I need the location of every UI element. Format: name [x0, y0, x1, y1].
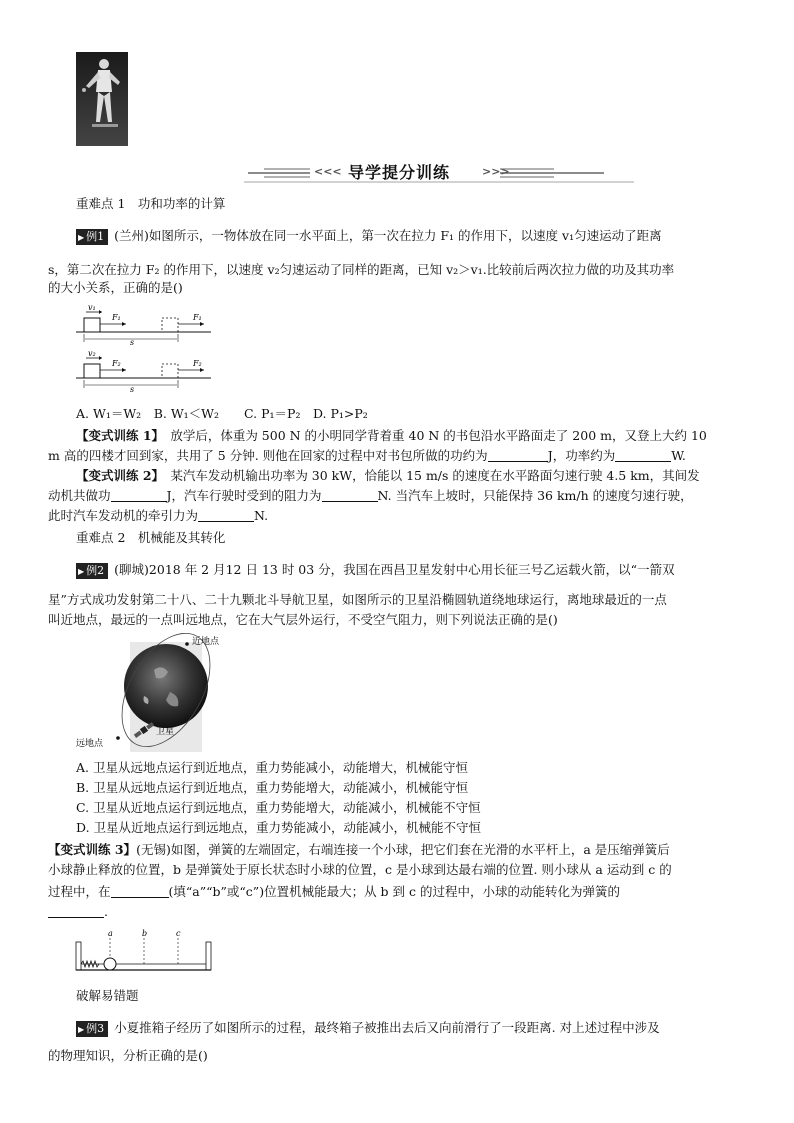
example-2-option-d: D. 卫星从近地点运行到远地点，重力势能减小，动能减小，机械能不守恒: [76, 820, 482, 835]
variant-2-line-2: 动机共做功 J，汽车行驶时受到的阻力为 N. 当汽车上坡时，只能保持 36 km/h 的速度匀速行驶，: [48, 488, 693, 503]
section-title-2: 重难点 2 机械能及其转化: [76, 530, 226, 545]
example-2-option-a: A. 卫星从远地点运行到近地点，重力势能减小，动能增大，机械能守恒: [76, 760, 468, 775]
example-2-option-c: C. 卫星从近地点运行到远地点，重力势能增大，动能减小，机械能不守恒: [76, 800, 481, 815]
example-2-line-3: 叫近地点，最远的一点叫远地点，它在大气层外运行，不受空气阻力，则下列说法正确的是(): [48, 612, 558, 627]
heading-chevrons-right: >>>: [482, 165, 510, 178]
example-2-figure: [74, 630, 220, 752]
answer-blank[interactable]: [111, 489, 167, 502]
example-1-options: A. W₁＝W₂ B. W₁＜W₂ C. P₁＝P₂ D. P₁>P₂: [76, 406, 368, 421]
example-3-tag: ▶ 例3: [76, 1021, 108, 1037]
fig3-b-label: b: [142, 929, 148, 938]
variant-1-line-1: 【变式训练 1】 放学后，体重为 500 N 的小明同学背着重 40 N 的书包沿水平路面走了 200 m，又登上大约 10: [76, 428, 707, 443]
variant-3-line-4: .: [48, 904, 108, 920]
example-1-line-2: s，第二次在拉力 F₂ 的作用下，以速度 v₂匀速运动了同样的距离，已知 v₂＞v₁.比较前后两次拉力做的功及其功率: [48, 262, 675, 277]
answer-blank[interactable]: [111, 885, 169, 898]
heading-chevrons-left: <<<: [314, 165, 342, 178]
fig1-F2-label: F₂: [112, 359, 121, 368]
fig2-apogee-label: 远地点: [76, 739, 104, 749]
fig1-F2-label-2: F₂: [193, 359, 202, 368]
variant-3-line-3: 过程中，在 (填“a”“b”或“c”)位置机械能最大；从 b 到 c 的过程中，小球的动能转化为弹簧的: [48, 884, 620, 899]
example-1-line-3: 的大小关系，正确的是(): [48, 280, 183, 295]
example-1-line-1: ▶ 例1 (兰州)如图所示，一物体放在同一水平面上，第一次在拉力 F₁ 的作用下，以速度 v₁匀速运动了距离: [78, 228, 662, 243]
example-3-line-2: 的物理知识，分析正确的是(): [48, 1048, 208, 1063]
variant-2-line-1: 【变式训练 2】 某汽车发动机输出功率为 30 kW，恰能以 15 m/s 的速度在水平路面匀速行驶 4.5 km，其间发: [76, 468, 700, 483]
variant-2-line-3: 此时汽车发动机的牵引力为 N.: [48, 508, 269, 523]
variant-3-figure: [74, 928, 214, 974]
fig1-F1-label: F₁: [112, 313, 121, 322]
section-title-1: 重难点 1 功和功率的计算: [76, 196, 226, 211]
fig1-F1-label-2: F₁: [193, 313, 202, 322]
answer-blank[interactable]: [322, 489, 378, 502]
example-3-line-1: ▶ 例3 小夏推箱子经历了如图所示的过程，最终箱子被推出去后又向前滑行了一段距离. 对上述过程中涉及: [78, 1020, 660, 1035]
variant-3-line-1: 【变式训练 3】(无锡)如图，弹簧的左端固定，右端连接一个小球，把它们套在光滑的水平杆上，a 是压缩弹簧后: [48, 842, 670, 857]
example-2-line-1: ▶ 例2 (聊城)2018 年 2 月12 日 13 时 03 分，我国在西昌卫星发射中心用长征三号乙运载火箭，以“一箭双: [78, 562, 675, 577]
fig1-s-label: s: [130, 338, 135, 347]
variant-1-line-2: m 高的四楼才回到家，共用了 5 分钟. 则他在回家的过程中对书包所做的功约为 J，功率约为 W.: [48, 448, 686, 463]
fig1-v1-label: v₁: [88, 303, 96, 312]
answer-blank[interactable]: [615, 449, 671, 462]
example-1-tag: ▶ 例1: [76, 229, 108, 245]
example-2-line-2: 星”方式成功发射第二十八、二十九颗北斗导航卫星，如图所示的卫星沿椭圆轨道绕地球运行，离地球最近的一点: [48, 592, 667, 607]
fig1-v2-label: v₂: [88, 349, 96, 358]
answer-blank[interactable]: [48, 905, 104, 918]
section-title-3: 破解易错题: [76, 988, 139, 1003]
answer-blank[interactable]: [198, 509, 254, 522]
fig3-c-label: c: [176, 929, 181, 938]
variant-3-line-2: 小球静止释放的位置，b 是弹簧处于原长状态时小球的位置，c 是小球到达最右端的位置. 则小球从 a 运动到 c 的: [48, 862, 672, 877]
example-1-figure: [76, 298, 216, 400]
gymnast-photo: [76, 52, 128, 146]
fig2-satellite-label: 卫星: [156, 727, 175, 737]
fig2-perigee-label: 近地点: [192, 637, 220, 647]
fig3-a-label: a: [108, 929, 113, 938]
example-2-option-b: B. 卫星从远地点运行到近地点，重力势能增大，动能减小，机械能守恒: [76, 780, 469, 795]
section-heading-title: 导学提分训练: [348, 163, 451, 182]
example-2-tag: ▶ 例2: [76, 563, 108, 579]
fig1-s-label-2: s: [130, 385, 135, 394]
answer-blank[interactable]: [488, 449, 548, 462]
